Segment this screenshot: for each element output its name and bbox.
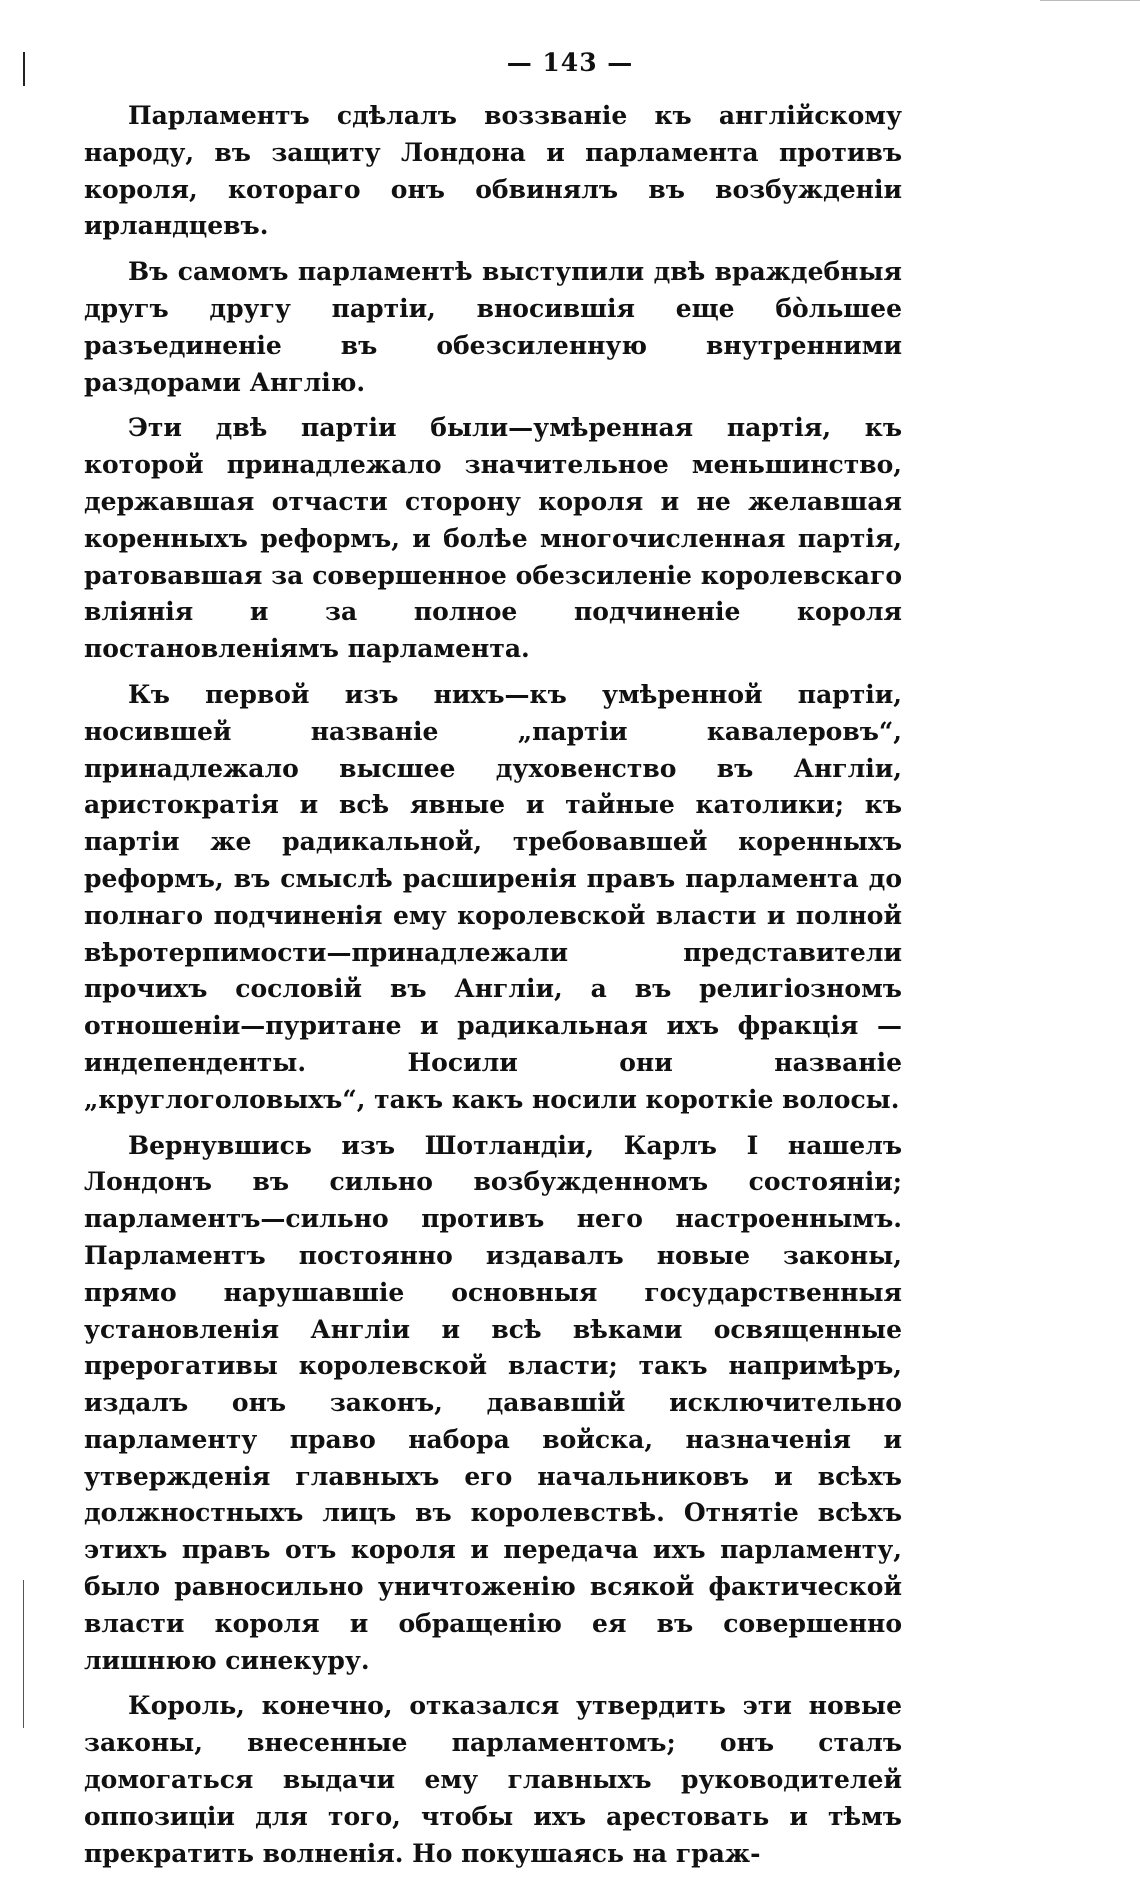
paragraph-5: Вернувшись изъ Шотландіи, Карлъ I нашелъ Лондонъ въ сильно возбужденномъ состояніи; парламентъ—сильно противъ него настроеннымъ. Парламентъ постоянно издавалъ новые законы, прямо нарушавшіе основныя государственныя установленія Англіи и всѣ вѣками освященные прерогативы королевской власти; такъ напримѣръ, издалъ онъ законъ, дававшій исключительно парламенту право набора войска, назначенія и утвержденія главныхъ его начальниковъ и всѣхъ должностныхъ лицъ въ королевствѣ. Отнятіе всѣхъ этихъ правъ отъ короля и передача ихъ парламенту, было равносильно уничтоженію всякой фактической власти короля и обращенію ея въ совершенно лишнюю синекуру.	[84, 1130, 902, 1675]
page-number: — 143 —	[506, 48, 634, 77]
page-body	[84, 98, 902, 1881]
paragraph-1: Парламентъ сдѣлалъ воззваніе къ англійскому народу, въ защиту Лондона и парламента противъ короля, котораго онъ обвинялъ въ возбужденіи ирландцевъ.	[84, 101, 902, 241]
paragraph-4: Къ первой изъ нихъ—къ умѣренной партіи, носившей названіе „партіи кавалеровъ“, принадлежало высшее духовенство въ Англіи, аристократія и всѣ явные и тайные католики; къ партіи же радикальной, требовавшей коренныхъ реформъ, въ смыслѣ расширенія правъ парламента до полнаго подчиненія ему королевской власти и полной вѣротерпимости—принадлежали представители прочихъ сословій въ Англіи, а въ религіозномъ отношеніи—пуритане и радикальная ихъ фракція — индепенденты. Носили они названіе „круглоголовыхъ“, такъ какъ носили короткіе волосы.	[84, 679, 902, 1114]
paragraph-3: Эти двѣ партіи были—умѣренная партія, къ которой принадлежало значительное меньшинство, державшая отчасти сторону короля и не желавшая коренныхъ реформъ, и болѣе многочисленная партія, ратовавшая за совершенное обезсиленіе королевскаго вліянія и за полное подчиненіе короля постановленіямъ парламента.	[84, 413, 902, 664]
paragraph-6: Король, конечно, отказался утвердить эти новые законы, внесенные парламентомъ; онъ сталъ домогаться выдачи ему главныхъ руководителей оппозиціи для того, чтобы ихъ арестовать и тѣмъ прекратить волненія. Но покушаясь на граж-	[84, 1691, 902, 1868]
scan-artifact-line	[23, 1580, 24, 1728]
paragraph-2: Въ самомъ парламентѣ выступили двѣ враждебныя другъ другу партіи, вносившія еще бо̀льшее разъединеніе въ обезсиленную внутренними раздорами Англію.	[84, 257, 902, 397]
scan-artifact-edge	[1040, 0, 1140, 1]
